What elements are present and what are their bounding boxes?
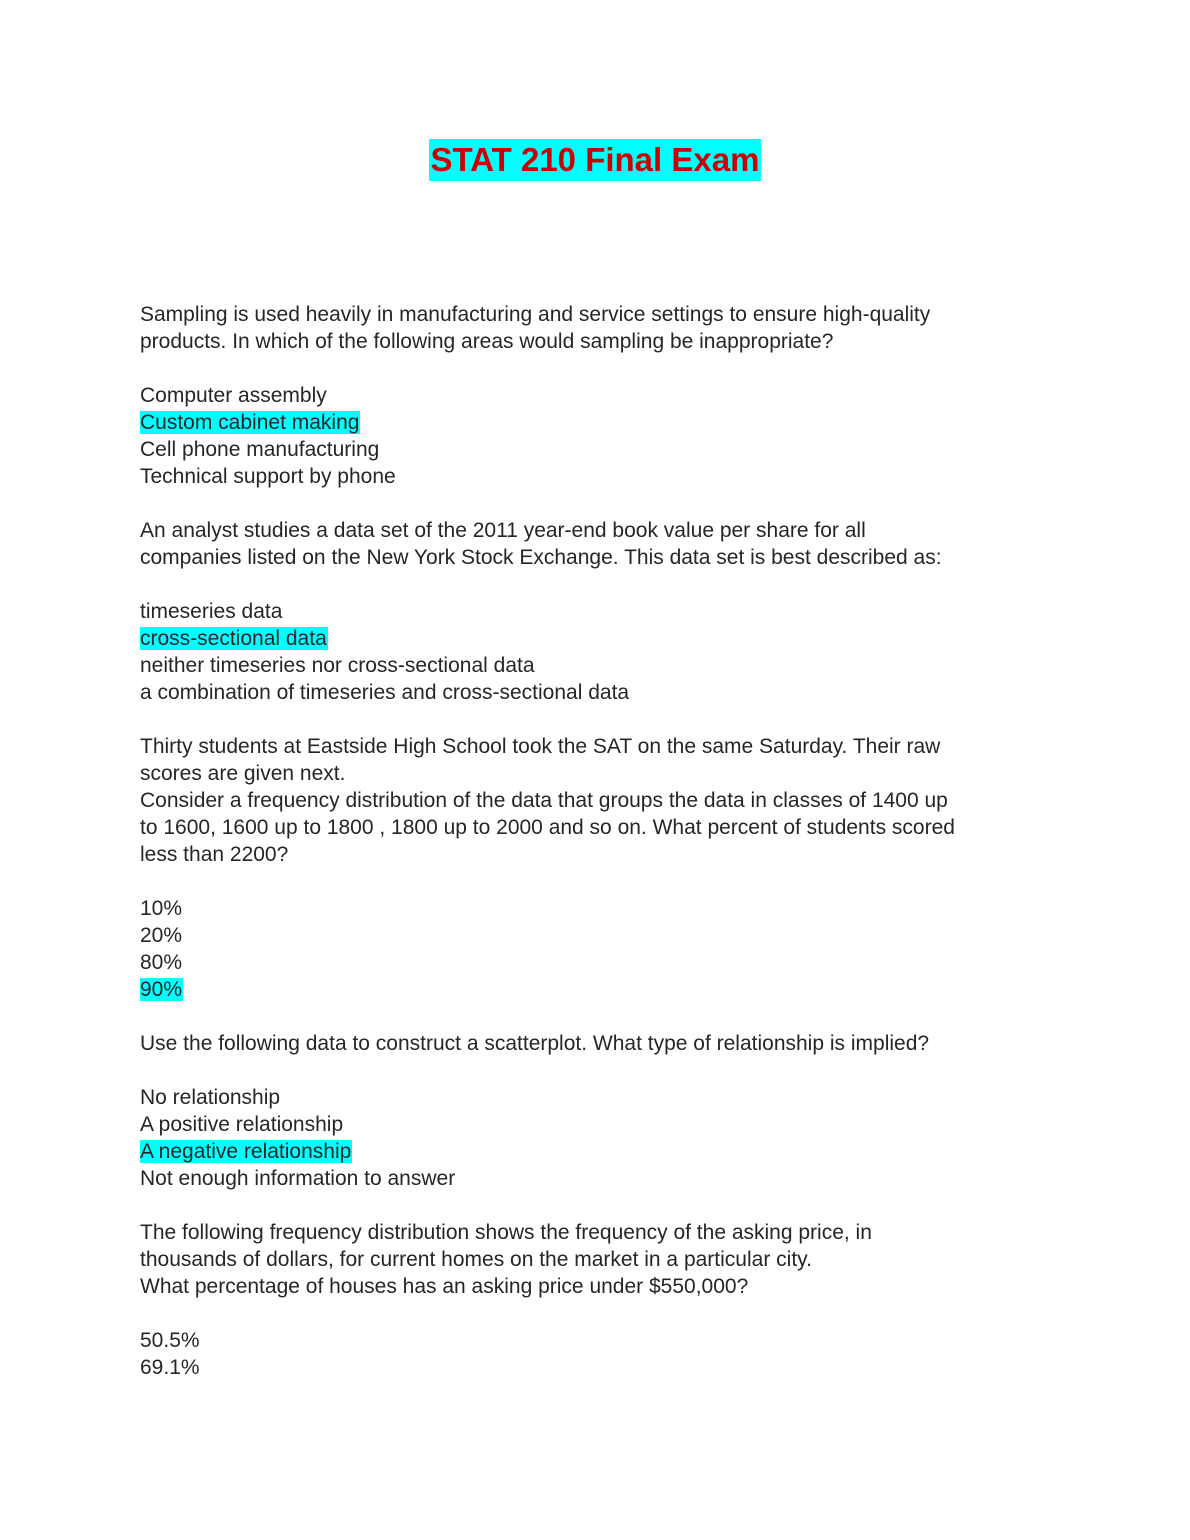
question-1-option-2-highlighted: Custom cabinet making [140, 411, 360, 434]
question-5-option-1: 50.5% [140, 1329, 200, 1352]
question-5-line-3: What percentage of houses has an asking price under $550,000? [140, 1275, 749, 1298]
question-3 [140, 733, 1060, 868]
question-3-options [140, 895, 1060, 1003]
question-4-options [140, 1084, 1060, 1192]
question-2-line-1: An analyst studies a data set of the 2011 year-end book value per share for all [140, 519, 866, 542]
question-5-line-2: thousands of dollars, for current homes on the market in a particular city. [140, 1248, 812, 1271]
question-5-options [140, 1327, 1060, 1381]
question-1 [140, 301, 1060, 355]
question-4-option-3-highlighted: A negative relationship [140, 1140, 352, 1163]
question-4-line-1: Use the following data to construct a scatterplot. What type of relationship is implied? [140, 1032, 930, 1055]
question-5 [140, 1219, 1060, 1300]
page-title: STAT 210 Final Exam [429, 139, 762, 181]
question-3-line-5: less than 2200? [140, 843, 289, 866]
question-2-option-4: a combination of timeseries and cross-sectional data [140, 681, 630, 704]
exam-content [140, 301, 1060, 1408]
question-2-option-1: timeseries data [140, 600, 283, 623]
question-4 [140, 1030, 1060, 1057]
question-3-line-1: Thirty students at Eastside High School took the SAT on the same Saturday. Their raw [140, 735, 941, 758]
question-4-option-4: Not enough information to answer [140, 1167, 456, 1190]
question-3-line-2: scores are given next. [140, 762, 346, 785]
question-3-line-4: to 1600, 1600 up to 1800 , 1800 up to 2000 and so on. What percent of students scored [140, 816, 955, 839]
question-1-option-3: Cell phone manufacturing [140, 438, 380, 461]
question-2-option-2-highlighted: cross-sectional data [140, 627, 327, 650]
question-5-line-1: The following frequency distribution shows the frequency of the asking price, in [140, 1221, 872, 1244]
question-1-options [140, 382, 1060, 490]
question-2-option-3: neither timeseries nor cross-sectional data [140, 654, 535, 677]
question-2-options [140, 598, 1060, 706]
question-3-option-2: 20% [140, 924, 183, 947]
question-3-line-3: Consider a frequency distribution of the data that groups the data in classes of 1400 up [140, 789, 948, 812]
question-2-line-2: companies listed on the New York Stock Exchange. This data set is best described as: [140, 546, 942, 569]
question-1-line-2: products. In which of the following areas would sampling be inappropriate? [140, 330, 834, 353]
question-2 [140, 517, 1060, 571]
question-4-option-1: No relationship [140, 1086, 281, 1109]
question-1-line-1: Sampling is used heavily in manufacturing and service settings to ensure high-quality [140, 303, 931, 326]
question-3-option-3: 80% [140, 951, 183, 974]
question-3-option-1: 10% [140, 897, 183, 920]
question-1-option-1: Computer assembly [140, 384, 327, 407]
title-container [0, 139, 1190, 181]
question-1-option-4: Technical support by phone [140, 465, 396, 488]
question-3-option-4-highlighted: 90% [140, 978, 183, 1001]
question-5-option-2: 69.1% [140, 1356, 200, 1379]
question-4-option-2: A positive relationship [140, 1113, 344, 1136]
